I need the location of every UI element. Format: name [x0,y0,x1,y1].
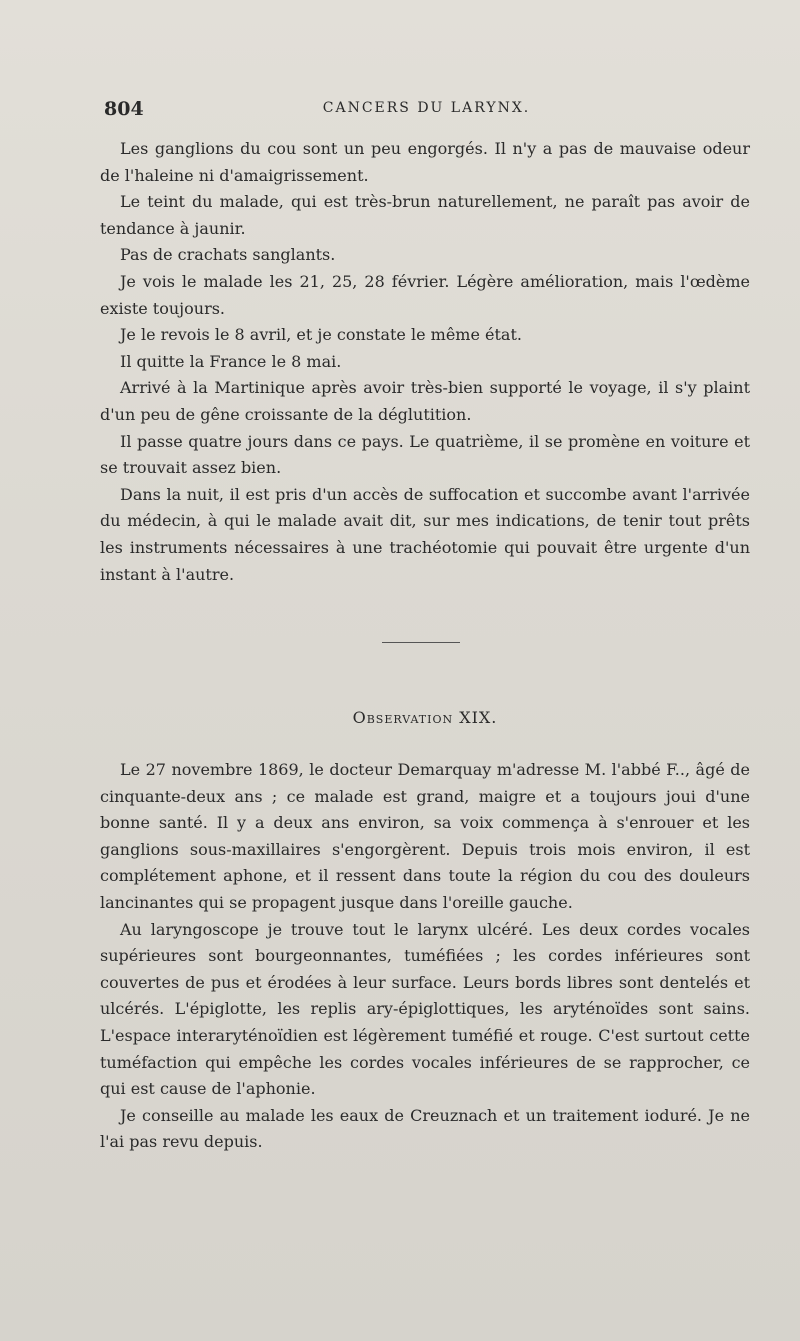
case-continuation [100,136,750,588]
paragraph: Il passe quatre jours dans ce pays. Le quatrième, il se promène en voiture et se trouvait assez bien. [100,431,750,478]
observation-title: Observation XIX. [352,708,498,727]
paragraph: Dans la nuit, il est pris d'un accès de suffocation et succombe avant l'arrivée du médecin, à qui le malade avait dit, sur mes indications, de tenir tout prêts les instruments nécessaires à une trachéotomie qui pouvait être urgente d'un instant à l'autre. [100,484,750,584]
section-divider [382,642,460,643]
paragraph: Au laryngoscope je trouve tout le larynx ulcéré. Les deux cordes vocales supérieures sont bourgeonnantes, tuméfiées ; les cordes inférieures sont couvertes de pus et érodées à leur surface. Leurs bords libres sont dentelés et ulcérés. L'épiglotte, les replis ary-épiglottiques, les aryténoïdes sont sains. L'espace interaryténoïdien est légèrement tuméfié et rouge. C'est surtout cette tuméfaction qui empêche les cordes vocales inférieures de se rapprocher, ce qui est cause de l'aphonie. [100,919,750,1099]
paragraph: Le teint du malade, qui est très-brun naturellement, ne paraît pas avoir de tendance à jaunir. [100,192,750,238]
paragraph: Je conseille au malade les eaux de Creuznach et un traitement ioduré. Je ne l'ai pas revu depuis. [100,1105,750,1152]
running-title: CANCERS DU LARYNX. [322,100,531,116]
page-header [104,98,749,126]
paragraph: Je vois le malade les 21, 25, 28 février. Légère amélioration, mais l'œdème existe toujours. [100,271,750,318]
page-number: 804 [104,98,144,120]
paragraph: Le 27 novembre 1869, le docteur Demarquay m'adresse M. l'abbé F.., âgé de cinquante-deux ans ; ce malade est grand, maigre et a toujours joui d'une bonne santé. Il y a deux ans environ, sa voix commença à s'enrouer et les ganglions sous-maxillaires s'engorgèrent. Depuis trois mois environ, il est complétement aphone, et il ressent dans toute la région du cou des douleurs lancinantes qui se propagent jusque dans l'oreille gauche. [100,760,750,912]
paragraph: Les ganglions du cou sont un peu engorgés. Il n'y a pas de mauvaise odeur de l'haleine ni d'amaigrissement. [100,139,750,185]
paragraph: Pas de crachats sanglants. [120,245,336,265]
paragraph: Je le revois le 8 avril, et je constate le même état. [120,325,522,345]
paragraph: Arrivé à la Martinique après avoir très-bien supporté le voyage, il s'y plaint d'un peu de gêne croissante de la déglutition. [100,378,750,424]
observation-body [100,757,750,1156]
paragraph: Il quitte la France le 8 mai. [120,351,342,371]
